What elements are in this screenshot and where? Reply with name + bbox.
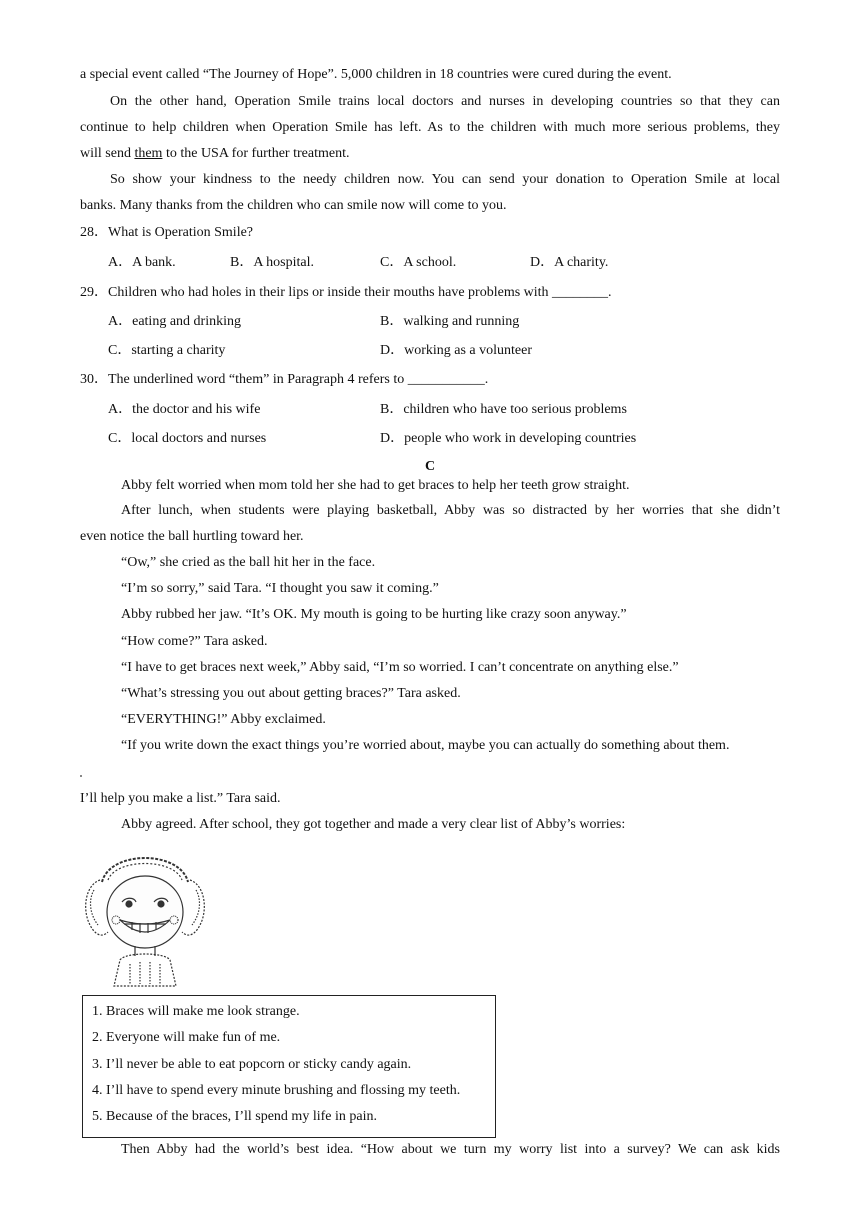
passage-c-p3: “Ow,” she cried as the ball hit her in the face. <box>121 555 376 570</box>
question-30-option-a: A．the doctor and his wife <box>108 402 261 417</box>
passage-c-p7: “I have to get braces next week,” Abby said, “I’m so worried. I can’t concentrate on anything else.” <box>121 660 679 675</box>
question-28-option-a: A．A bank. <box>108 255 176 270</box>
passage-c-p8: “What’s stressing you out about getting braces?” Tara asked. <box>121 686 461 701</box>
worry-item-5: 5. Because of the braces, I’ll spend my life in pain. <box>92 1109 377 1124</box>
passage-b-p3-line-2: banks. Many thanks from the children who can smile now will come to you. <box>80 198 507 213</box>
worry-list-box <box>82 995 496 1138</box>
question-30-stem: 30．The underlined word “them” in Paragraph 4 refers to ___________. <box>80 372 489 387</box>
worry-item-4: 4. I’ll have to spend every minute brushing and flossing my teeth. <box>92 1083 461 1098</box>
passage-c-title: C <box>424 459 436 474</box>
question-28-option-c: C．A school. <box>380 255 457 270</box>
passage-b-p2-line-3 <box>80 145 349 163</box>
passage-c-p6: “How come?” Tara asked. <box>121 634 268 649</box>
stray-mark <box>80 775 82 777</box>
passage-b-p2-line-3-post: to the USA for further treatment. <box>162 146 350 161</box>
passage-c-p11: Abby agreed. After school, they got together and made a very clear list of Abby’s worries: <box>121 817 626 832</box>
underlined-word-them: them <box>134 146 163 161</box>
passage-c-p10-line-2: I’ll help you make a list.” Tara said. <box>80 791 281 806</box>
worry-item-3: 3. I’ll never be able to eat popcorn or sticky candy again. <box>92 1057 412 1072</box>
question-29-stem: 29．Children who had holes in their lips or inside their mouths have problems with ________. <box>80 285 612 300</box>
passage-c-p12-line-1: Then Abby had the world’s best idea. “How about we turn my worry list into a survey? We can ask kids <box>121 1142 780 1157</box>
girl-with-braces-illustration <box>80 840 210 988</box>
passage-c-p2-line-2: even notice the ball hurtling toward her. <box>80 529 304 544</box>
question-28-stem: 28．What is Operation Smile? <box>80 225 254 240</box>
question-30-option-d: D．people who work in developing countries <box>380 431 637 446</box>
question-28-option-b: B．A hospital. <box>230 255 315 270</box>
passage-b-line-1: a special event called “The Journey of Hope”. 5,000 children in 18 countries were cured during the event. <box>80 67 672 82</box>
passage-c-p1: Abby felt worried when mom told her she had to get braces to help her teeth grow straight. <box>121 478 630 493</box>
worry-item-1: 1. Braces will make me look strange. <box>92 1004 300 1019</box>
question-29-option-a: A．eating and drinking <box>108 314 241 329</box>
passage-b-p3-line-1: So show your kindness to the needy children now. You can send your donation to Operation Smile at local <box>110 172 780 187</box>
worry-item-2: 2. Everyone will make fun of me. <box>92 1030 281 1045</box>
passage-c-p10-line-1: “If you write down the exact things you’re worried about, maybe you can actually do something about them. <box>121 738 730 753</box>
question-30-option-c: C．local doctors and nurses <box>108 431 267 446</box>
passage-c-p2-line-1: After lunch, when students were playing basketball, Abby was so distracted by her worries that she didn’t <box>121 503 780 518</box>
passage-c-p5: Abby rubbed her jaw. “It’s OK. My mouth is going to be hurting like crazy soon anyway.” <box>121 607 627 622</box>
question-29-option-b: B．walking and running <box>380 314 520 329</box>
question-29-option-d: D．working as a volunteer <box>380 343 533 358</box>
passage-c-p4: “I’m so sorry,” said Tara. “I thought you saw it coming.” <box>121 581 439 596</box>
passage-b-p2-line-2: continue to help children when Operation Smile has left. As to the children with much more serious problems, they <box>80 120 780 135</box>
question-28-option-d: D．A charity. <box>530 255 609 270</box>
passage-b-p2-line-1: On the other hand, Operation Smile trains local doctors and nurses in developing countries so that they can <box>110 94 780 109</box>
passage-c-p9: “EVERYTHING!” Abby exclaimed. <box>121 712 326 727</box>
question-30-option-b: B．children who have too serious problems <box>380 402 627 417</box>
question-29-option-c: C．starting a charity <box>108 343 226 358</box>
passage-b-p2-line-3-pre: will send <box>80 146 135 161</box>
